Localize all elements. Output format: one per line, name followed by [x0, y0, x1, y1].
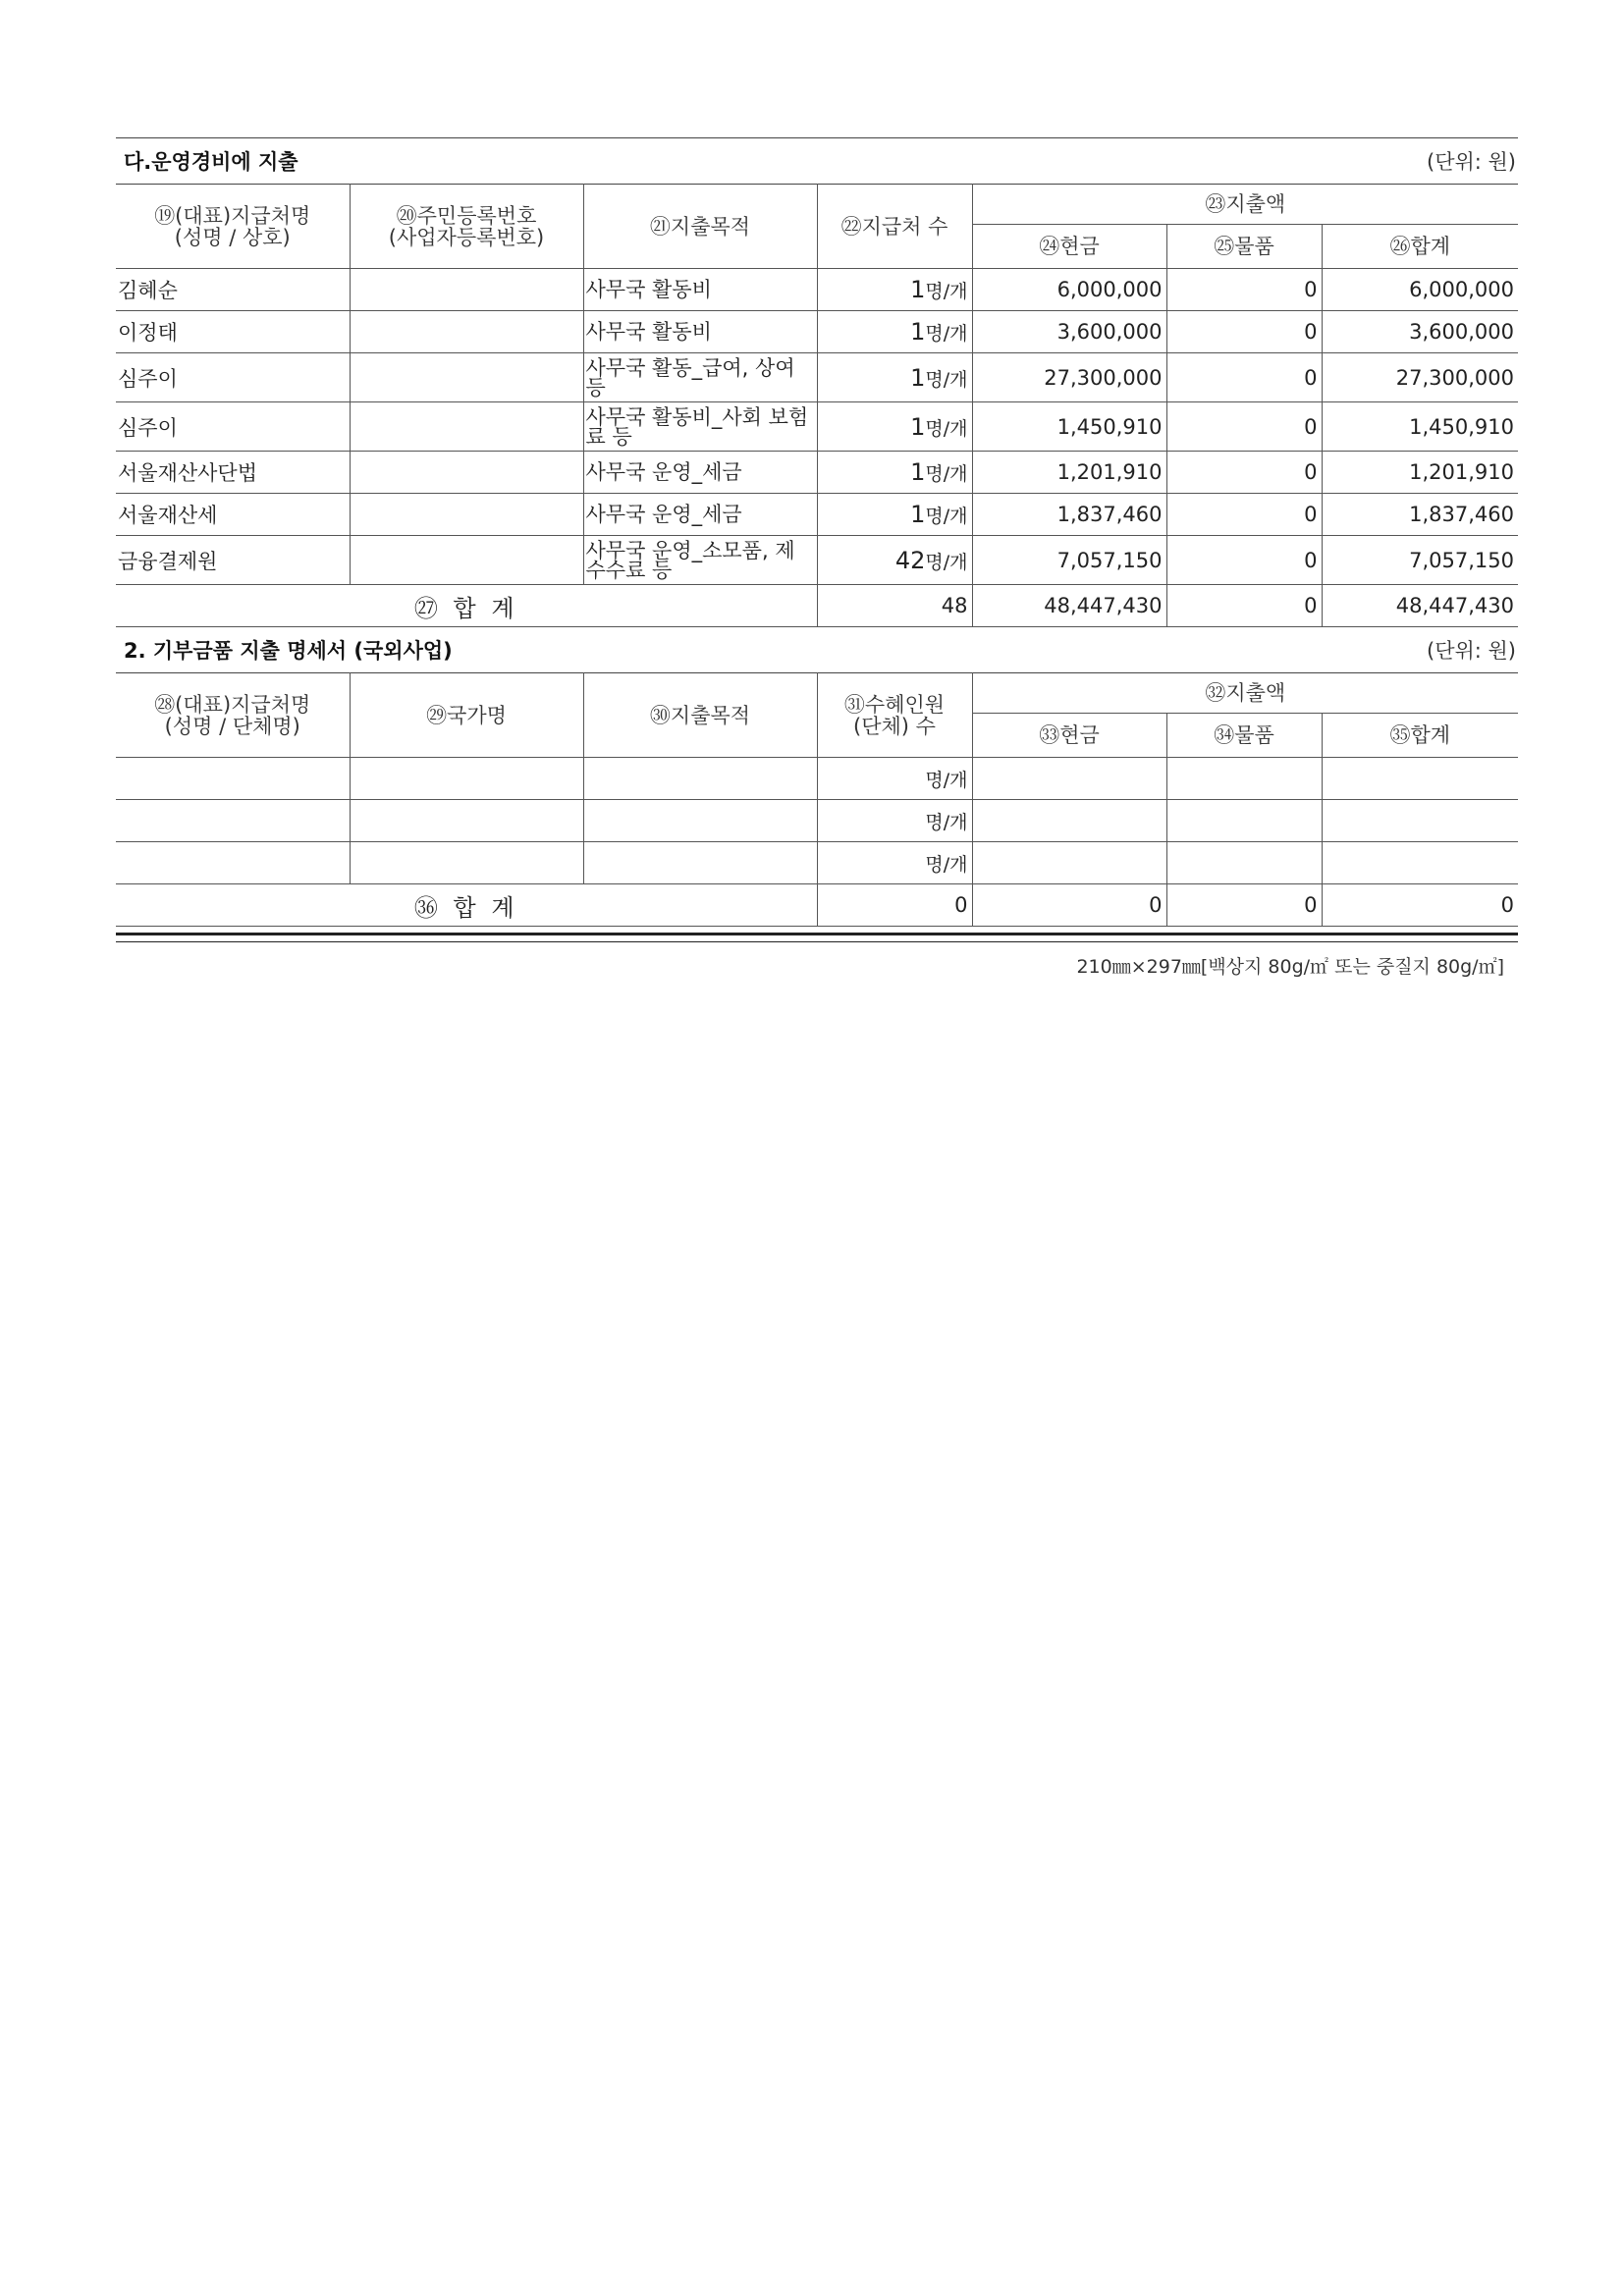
- cell-total: 27,300,000: [1322, 353, 1518, 402]
- section2-header: [116, 627, 1518, 672]
- cell-goods: [1166, 842, 1322, 884]
- cell-goods: 0: [1166, 402, 1322, 452]
- header-purpose: ㉑지출목적: [583, 185, 817, 269]
- cell-cash: 7,057,150: [972, 536, 1166, 585]
- cell-payee: 서울재산세: [116, 494, 350, 536]
- header-total: ㉖합계: [1322, 225, 1518, 269]
- cell-country: [350, 842, 583, 884]
- header-payee-label: ㉘(대표)지급처명: [154, 692, 311, 717]
- cell-country: [350, 800, 583, 842]
- cell-payee: 금융결제원: [116, 536, 350, 585]
- cell-purpose: 사무국 운영_세금: [583, 494, 817, 536]
- total-goods: 0: [1166, 884, 1322, 927]
- cell-purpose: [583, 800, 817, 842]
- cell-country: [350, 758, 583, 800]
- cell-payee: 김혜순: [116, 269, 350, 311]
- cell-goods: 0: [1166, 494, 1322, 536]
- cell-count: 명/개: [817, 758, 972, 800]
- cell-total: 1,450,910: [1322, 402, 1518, 452]
- cell-regno: [350, 494, 583, 536]
- cell-payee: 서울재산사단법: [116, 452, 350, 494]
- cell-regno: [350, 452, 583, 494]
- cell-purpose: 사무국 활동비: [583, 311, 817, 353]
- count-unit: 명/개: [925, 281, 968, 302]
- header-country: ㉙국가명: [350, 673, 583, 758]
- cell-total: 6,000,000: [1322, 269, 1518, 311]
- cell-count: [817, 311, 972, 353]
- cell-purpose: 사무국 운영_세금: [583, 452, 817, 494]
- total-sum: 48,447,430: [1322, 585, 1518, 627]
- header-total: ㉟합계: [1322, 714, 1518, 758]
- total-label: ㉗ 합 계: [116, 585, 817, 627]
- header-regno-sub: (사업자등록번호): [388, 225, 545, 249]
- section1-header: [116, 138, 1518, 184]
- total-sum: 0: [1322, 884, 1518, 927]
- table-row: [116, 452, 1518, 494]
- section2-unit: (단위: 원): [1427, 639, 1516, 663]
- section1-title: 다.운영경비에 지출: [124, 150, 298, 174]
- overseas-expense-table: [116, 672, 1518, 927]
- count-value: 1: [910, 412, 926, 441]
- count-unit: 명/개: [925, 463, 968, 485]
- cell-count: [817, 494, 972, 536]
- table-row: [116, 311, 1518, 353]
- cell-goods: [1166, 800, 1322, 842]
- header-regno: [350, 185, 583, 269]
- table-row: [116, 353, 1518, 402]
- header-cash: ㉝현금: [972, 714, 1166, 758]
- cell-goods: 0: [1166, 536, 1322, 585]
- cell-goods: 0: [1166, 353, 1322, 402]
- cell-count: [817, 353, 972, 402]
- cell-cash: 1,201,910: [972, 452, 1166, 494]
- cell-cash: 3,600,000: [972, 311, 1166, 353]
- operating-expense-table: [116, 184, 1518, 627]
- table-row: [116, 758, 1518, 800]
- cell-total: 7,057,150: [1322, 536, 1518, 585]
- cell-count: [817, 536, 972, 585]
- count-value: 1: [910, 363, 926, 392]
- header-amount: ㉓지출액: [972, 185, 1518, 225]
- cell-count: 명/개: [817, 842, 972, 884]
- cell-payee: [116, 842, 350, 884]
- cell-total: [1322, 758, 1518, 800]
- total-cash: 0: [972, 884, 1166, 927]
- cell-regno: [350, 536, 583, 585]
- cell-purpose: 사무국 활동비: [583, 269, 817, 311]
- cell-payee: [116, 800, 350, 842]
- cell-regno: [350, 353, 583, 402]
- header-amount: ㉜지출액: [972, 673, 1518, 714]
- header-payee-label: ⑲(대표)지급처명: [154, 203, 311, 228]
- header-cash: ㉔현금: [972, 225, 1166, 269]
- cell-purpose: [583, 842, 817, 884]
- cell-payee: 이정태: [116, 311, 350, 353]
- header-regno-label: ⑳주민등록번호: [396, 203, 537, 228]
- cell-purpose: 사무국 활동_급여, 상여 등: [583, 353, 817, 402]
- cell-cash: 1,450,910: [972, 402, 1166, 452]
- count-unit: 명/개: [925, 368, 968, 391]
- count-value: 1: [910, 318, 926, 346]
- table-row: [116, 494, 1518, 536]
- total-cash: 48,447,430: [972, 585, 1166, 627]
- section2-title: 2. 기부금품 지출 명세서 (국외사업): [124, 639, 453, 663]
- count-unit: 명/개: [925, 506, 968, 527]
- cell-purpose: 사무국 활동비_사회 보험료 등: [583, 402, 817, 452]
- cell-goods: [1166, 758, 1322, 800]
- header-payee: [116, 673, 350, 758]
- cell-total: 3,600,000: [1322, 311, 1518, 353]
- total-row: [116, 884, 1518, 927]
- cell-payee: [116, 758, 350, 800]
- table-row: [116, 402, 1518, 452]
- header-payee: [116, 185, 350, 269]
- header-payee-sub: (성명 / 상호): [174, 225, 291, 249]
- cell-total: [1322, 800, 1518, 842]
- cell-total: 1,201,910: [1322, 452, 1518, 494]
- cell-purpose: 사무국 운영_소모품, 제 수수료 등: [583, 536, 817, 585]
- cell-regno: [350, 311, 583, 353]
- header-goods: ㉕물품: [1166, 225, 1322, 269]
- total-count: 0: [817, 884, 972, 927]
- cell-payee: 심주이: [116, 353, 350, 402]
- total-label: ㊱ 합 계: [116, 884, 817, 927]
- cell-regno: [350, 402, 583, 452]
- cell-count: [817, 269, 972, 311]
- header-count: ㉒지급처 수: [817, 185, 972, 269]
- count-unit: 명/개: [925, 323, 968, 345]
- document-page: [116, 137, 1518, 979]
- cell-cash: 27,300,000: [972, 353, 1166, 402]
- cell-goods: 0: [1166, 311, 1322, 353]
- cell-goods: 0: [1166, 452, 1322, 494]
- cell-cash: [972, 800, 1166, 842]
- header-payee-sub: (성명 / 단체명): [164, 714, 300, 738]
- cell-count: [817, 402, 972, 452]
- cell-cash: 6,000,000: [972, 269, 1166, 311]
- section1-unit: (단위: 원): [1427, 150, 1516, 174]
- cell-count: [817, 452, 972, 494]
- header-goods: ㉞물품: [1166, 714, 1322, 758]
- table-row: [116, 800, 1518, 842]
- cell-cash: [972, 842, 1166, 884]
- cell-cash: [972, 758, 1166, 800]
- cell-cash: 1,837,460: [972, 494, 1166, 536]
- table-row: [116, 536, 1518, 585]
- count-value: 1: [910, 276, 926, 303]
- count-unit: 명/개: [925, 417, 968, 440]
- table-row: [116, 842, 1518, 884]
- header-count-sub: (단체) 수: [853, 714, 936, 738]
- cell-regno: [350, 269, 583, 311]
- count-value: 1: [910, 458, 926, 486]
- count-unit: 명/개: [925, 551, 968, 573]
- cell-purpose: [583, 758, 817, 800]
- cell-count: 명/개: [817, 800, 972, 842]
- header-count: [817, 673, 972, 758]
- bottom-double-rule: [116, 933, 1518, 942]
- header-purpose: ㉚지출목적: [583, 673, 817, 758]
- header-count-label: ㉛수혜인원: [843, 692, 946, 717]
- table-row: [116, 269, 1518, 311]
- cell-goods: 0: [1166, 269, 1322, 311]
- cell-payee: 심주이: [116, 402, 350, 452]
- total-count: 48: [817, 585, 972, 627]
- paper-spec-footer: 210㎜×297㎜[백상지 80g/㎡ 또는 중질지 80g/㎡]: [1076, 956, 1504, 978]
- total-goods: 0: [1166, 585, 1322, 627]
- count-value: 42: [894, 546, 926, 574]
- count-value: 1: [910, 501, 926, 528]
- total-row: [116, 585, 1518, 627]
- cell-total: 1,837,460: [1322, 494, 1518, 536]
- cell-total: [1322, 842, 1518, 884]
